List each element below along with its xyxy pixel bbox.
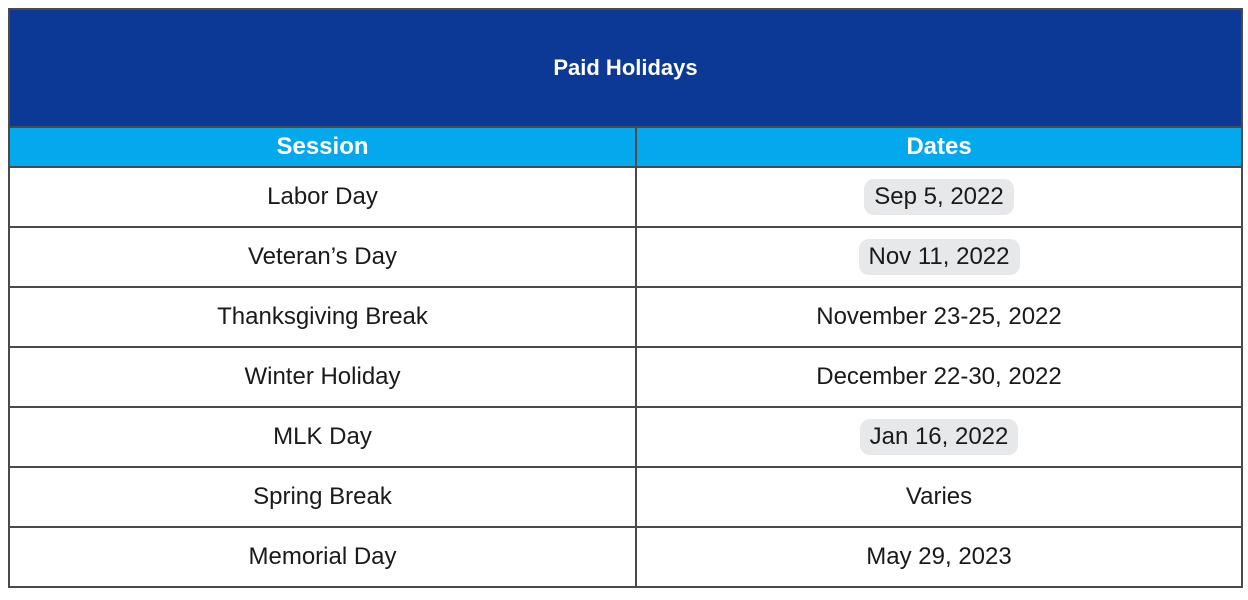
date-text: December 22-30, 2022 <box>816 363 1062 390</box>
column-header-session: Session <box>9 127 636 167</box>
session-cell: Veteran’s Day <box>9 227 636 287</box>
session-cell: Spring Break <box>9 467 636 527</box>
dates-cell <box>636 467 1242 527</box>
dates-cell <box>636 227 1242 287</box>
dates-cell <box>636 347 1242 407</box>
session-cell: Thanksgiving Break <box>9 287 636 347</box>
date-chip: Nov 11, 2022 <box>859 239 1020 275</box>
date-text: May 29, 2023 <box>866 543 1012 570</box>
date-text: November 23-25, 2022 <box>816 303 1062 330</box>
column-header-row <box>9 127 1242 167</box>
title-row <box>9 9 1242 127</box>
date-chip: Sep 5, 2022 <box>864 179 1013 215</box>
table-row <box>9 467 1242 527</box>
table-row <box>9 287 1242 347</box>
dates-cell <box>636 407 1242 467</box>
column-header-dates: Dates <box>636 127 1242 167</box>
dates-cell <box>636 527 1242 587</box>
table-row <box>9 167 1242 227</box>
session-cell: Labor Day <box>9 167 636 227</box>
dates-cell <box>636 287 1242 347</box>
date-text: Varies <box>905 483 973 510</box>
date-chip: Jan 16, 2022 <box>860 419 1019 455</box>
table-row <box>9 527 1242 587</box>
table-title: Paid Holidays <box>9 9 1242 127</box>
paid-holidays-table <box>8 8 1243 588</box>
session-cell: Memorial Day <box>9 527 636 587</box>
dates-cell <box>636 167 1242 227</box>
table-row <box>9 227 1242 287</box>
table-row <box>9 347 1242 407</box>
session-cell: Winter Holiday <box>9 347 636 407</box>
session-cell: MLK Day <box>9 407 636 467</box>
table-row <box>9 407 1242 467</box>
